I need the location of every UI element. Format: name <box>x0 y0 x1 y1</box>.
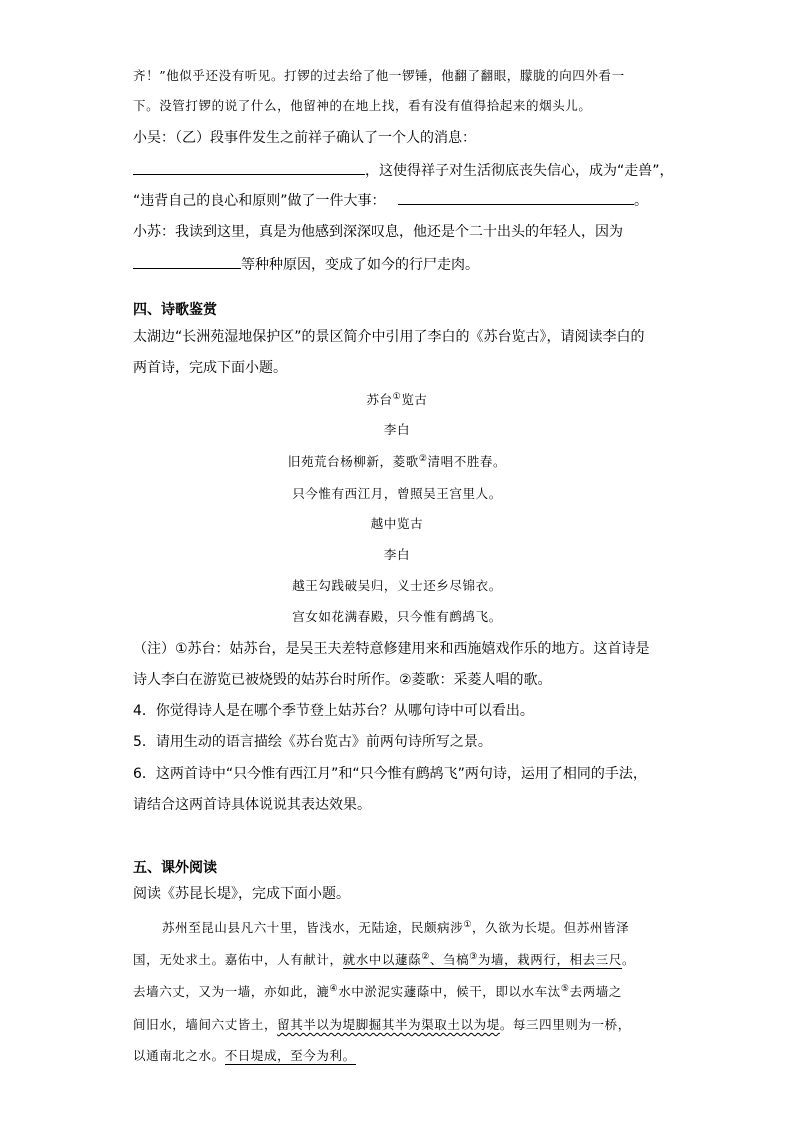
passage-line: 去墙六丈，又为一墙，亦如此，漉④水中淤泥实蘧蒢中，候干，即以水车汰⑤去两墙之 <box>133 983 622 999</box>
poem-note: （注）①苏台：姑苏台，是吴王夫差特意修建用来和西施嬉戏作乐的地方。这首诗是 <box>133 641 650 657</box>
xiaowu-line: 小吴：（乙）段事件发生之前祥子确认了一个人的消息： <box>133 130 476 146</box>
poem-title: 越中览古 <box>370 516 424 531</box>
xiaosu-line: 小苏：我读到这里，真是为他感到深深叹息，他还是个二十出头的年轻人，因为 <box>133 224 623 240</box>
story-line: 齐！”他似乎还没有听见。打锣的过去给了他一锣锤，他翻了翻眼，朦胧的向四外看一 <box>133 68 625 83</box>
section-intro: 两首诗，完成下面小题。 <box>133 360 287 376</box>
poem-line: 只今惟有西江月，曾照吴王宫里人。 <box>292 486 502 501</box>
poem-line: 宫女如花满春殿，只今惟有鹧鸪飞。 <box>292 609 502 624</box>
answer-blank[interactable] <box>133 160 365 175</box>
section-heading: 五、课外阅读 <box>133 860 217 876</box>
xiaosu-line: 等种种原因，变成了如今的行尸走肉。 <box>133 254 479 275</box>
poem-note: 诗人李白在游览已被烧毁的姑苏台时所作。②菱歌：采菱人唱的歌。 <box>133 672 552 688</box>
answer-blank[interactable] <box>133 254 241 269</box>
passage-line: 间旧水，墙间六丈皆土，留其半以为堤脚掘其半为渠取土以为堤。每三四里则为一桥， <box>133 1017 631 1032</box>
answer-blank[interactable] <box>398 190 634 205</box>
passage-line: 国，无处求土。嘉佑中，人有献计，就水中以蘧蒢②、刍槁③为墙，栽两行，相去三尺。 <box>133 951 636 967</box>
poem-line: 越王勾践破吴归，义士还乡尽锦衣。 <box>292 578 502 593</box>
underlined-sentence: 就水中以蘧蒢②、刍槁③为墙，栽两行，相去三尺 <box>342 951 622 967</box>
passage-line: 苏州至昆山县凡六十里，皆浅水，无陆途，民颇病涉①，久欲为长堤。但苏州皆泽 <box>162 919 630 935</box>
wavy-underlined-sentence: 留其半以为堤脚掘其半为渠取土以为堤 <box>277 1017 500 1032</box>
question-5: 5．请用生动的语言描绘《苏台览古》前两句诗所写之景。 <box>133 734 492 750</box>
poem-author: 李白 <box>383 422 411 437</box>
story-line: 下。没管打锣的说了什么，他留神的在地上找，看有没有值得拾起来的烟头儿。 <box>133 98 592 113</box>
question-4: 4．你觉得诗人是在哪个季节登上姑苏台？从哪句诗中可以看出。 <box>133 703 534 719</box>
section-heading: 四、诗歌鉴赏 <box>133 302 217 318</box>
underlined-sentence: 不日堤成，至今为利。 <box>224 1048 356 1063</box>
passage-line: 以通南北之水。不日堤成，至今为利。 <box>133 1048 356 1063</box>
section-intro: 太湖边“长洲苑湿地保护区”的景区简介中引用了李白的《苏台览古》，请阅读李白的 <box>133 329 645 345</box>
section-intro: 阅读《苏昆长堤》，完成下面小题。 <box>133 886 350 902</box>
poem-author: 李白 <box>383 547 411 562</box>
poem-line: 旧苑荒台杨柳新，菱歌②清唱不胜春。 <box>287 453 507 469</box>
question-6: 6．这两首诗中“只今惟有西江月”和“只今惟有鹧鸪飞”两句诗，运用了相同的手法， <box>133 766 647 782</box>
xiaowu-line: ，这使得祥子对生活彻底丧失信心，成为“走兽”， <box>133 160 674 181</box>
question-6: 请结合这两首诗具体说说其表达效果。 <box>133 797 371 813</box>
poem-title: 苏台①览古 <box>366 391 428 407</box>
xiaowu-line: “违背自己的良心和原则”做了一件大事： 。 <box>133 190 648 211</box>
